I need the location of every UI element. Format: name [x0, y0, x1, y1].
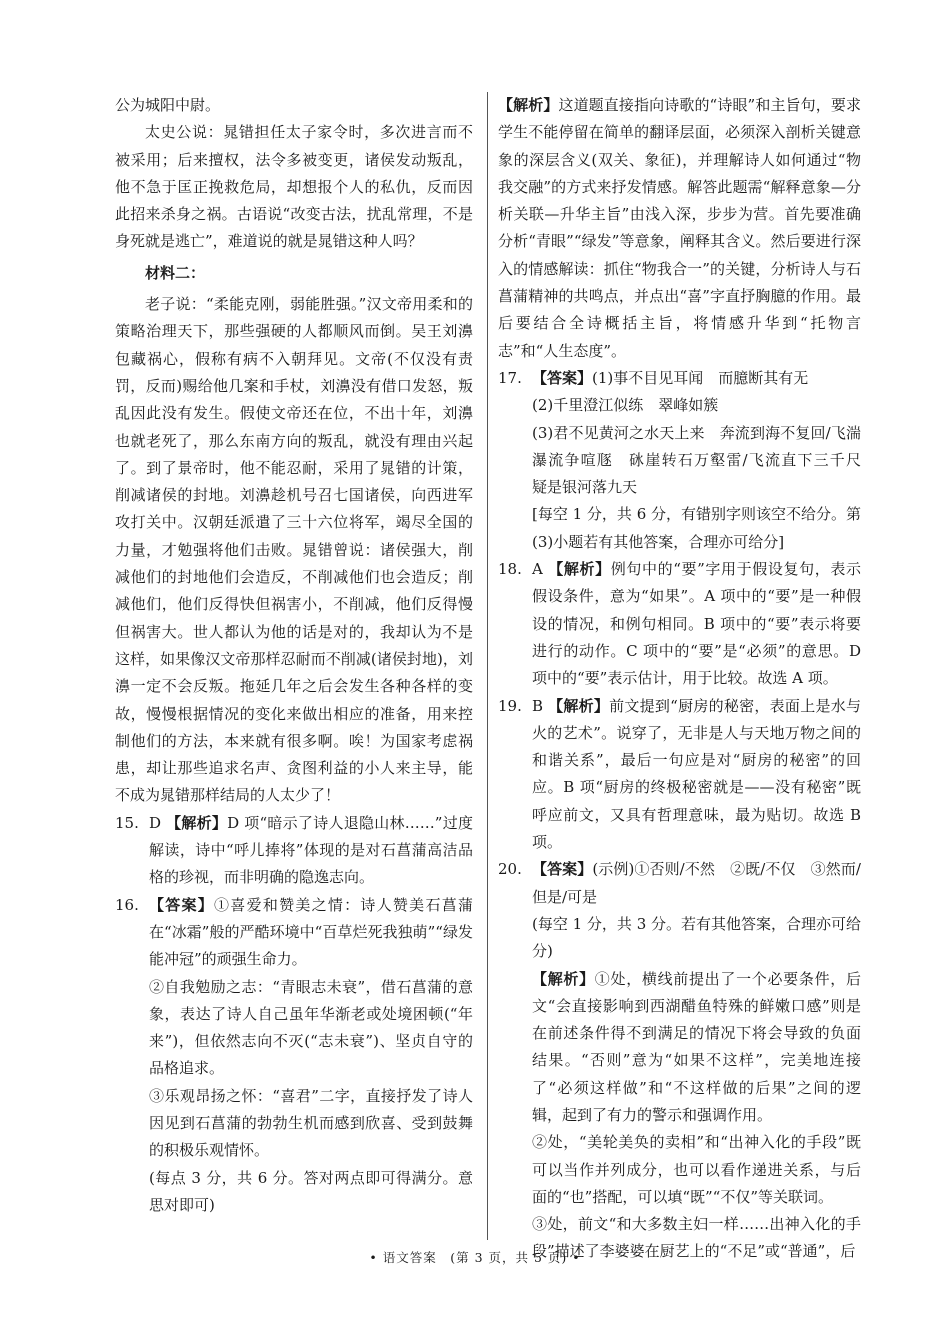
question-17	[498, 365, 861, 392]
analysis-point-2: ②处，“美轮美奂的卖相”和“出神入化的手段”既可以当作并列成分，也可以看作递进关系，与后面的“也”搭配，可以填“既”“不仅”等关联词。	[532, 1133, 861, 1206]
scoring-note: (每点 3 分，共 6 分。答对两点即可得满分。意思对即可)	[149, 1168, 473, 1214]
answer-letter: A	[532, 560, 543, 579]
analysis-tag: 【解析】	[548, 560, 611, 579]
scoring-note: [每空 1 分，共 6 分，有错别字则该空不给分。第(3)小题若有其他答案，合理亦可给分]	[532, 505, 862, 551]
question-16	[115, 892, 473, 974]
answer-letter: D	[149, 813, 162, 832]
analysis-text: D 项“暗示了诗人退隐山林……”过度解读，诗中“呼儿捧将”体现的是对石菖蒲高洁品格的珍视，而非明确的隐逸志向。	[149, 813, 473, 887]
analysis-point-1: ①处，横线前提出了一个必要条件，后文“会直接影响到西湖醋鱼特殊的鲜嫩口感”则是在前述条件得不到满足的情况下将会导致的负面结果。“否则”意为“如果不这样”，完美地连接了“必须这样做”和“不这样做的后果”之间的逻辑，起到了有力的警示和强调作用。	[532, 969, 861, 1124]
analysis-tag: 【解析】	[166, 813, 228, 832]
answer-line-2: (2)千里澄江似练 翠峰如簇	[532, 396, 719, 415]
question-18	[498, 556, 861, 692]
answer-tag: 【答案】	[149, 895, 215, 914]
question-number: 20.	[498, 860, 522, 879]
answer-tag: 【答案】	[532, 368, 593, 387]
page-footer: • 语文答案 (第 3 页，共 5 页) •	[369, 1250, 581, 1265]
material-two-heading: 材料二：	[145, 263, 206, 282]
answer-line-3: (3)君不见黄河之水天上来 奔流到海不复回/飞湍瀑流争喧豗 砯崖转石万壑雷/飞流直下三千尺 疑是银河落九天	[532, 423, 877, 497]
answer-text: (示例)①否则/不然 ②既/不仅 ③然而/但是/可是	[532, 860, 861, 906]
q16-analysis-text: 这道题直接指向诗歌的“诗眼”和主旨句，要求学生不能停留在简单的翻译层面，必须深入剖析关键意象的深层含义(双关、象征)，并理解诗人如何通过“物我交融”的方式来抒发情感。解答此题需“解释意象—分析关联—升华主旨”由浅入深，步步为营。首先要准确分析“青眼”“绿发”等意象，阐释其含义。然后要进行深入的情感解读：抓住“物我合一”的关键，分析诗人与石菖蒲精神的共鸣点，并点出“喜”字直抒胸臆的作用。最后要结合全诗概括主旨，将情感升华到“托物言志”和“人生态度”。	[498, 96, 861, 360]
question-number: 18.	[498, 560, 522, 579]
answer-point-3: ③乐观昂扬之怀：“喜君”二字，直接抒发了诗人因见到石菖蒲的勃勃生机而感到欣喜、受到鼓舞的积极乐观情怀。	[149, 1086, 473, 1160]
question-number: 16.	[115, 895, 139, 914]
question-number: 17.	[498, 368, 522, 387]
analysis-text: 前文提到“厨房的秘密，表面上是水与火的艺术”。说穿了，无非是人与天地万物之间的和谐关系”，最后一句应是对“厨房的秘密”的回应。B 项“厨房的终极秘密就是——没有秘密”既呼应前文，又具有哲理意味，最为贴切。故选 B 项。	[532, 696, 861, 852]
analysis-tag: 【解析】	[548, 696, 610, 715]
right-column	[498, 92, 877, 1266]
question-20	[498, 856, 861, 911]
answer-tag: 【答案】	[532, 860, 593, 879]
answer-line-1: (1)事不目见耳闻 而臆断其有无	[592, 368, 809, 387]
analysis-text: 例句中的“要”字用于假设复句，表示假设条件，意为“如果”。A 项中的“要”是一种假设的情况，和例句相同。B 项中的“要”表示将要进行的动作。C 项中的“要”是“必须”的意思。D 项中的“要”表示估计，用于比较。故选 A 项。	[532, 560, 861, 688]
question-19	[498, 693, 861, 857]
paragraph-continuation: 公为城阳中尉。	[115, 96, 221, 114]
question-number: 15.	[115, 813, 139, 832]
answer-point-2: ②自我勉励之志：“青眼志未衰”，借石菖蒲的意象，表达了诗人自己虽年华渐老或处境困顿(“年来”)，但依然志向不灭(“志未衰”)、坚贞自守的品格追求。	[149, 977, 473, 1078]
column-divider	[487, 92, 488, 1240]
analysis-tag: 【解析】	[498, 96, 559, 114]
question-15	[115, 810, 473, 892]
answer-letter: B	[532, 696, 544, 715]
paragraph-taishigong: 太史公说：晁错担任太子家令时，多次进言而不被采用；后来擅权，法令多被变更，诸侯发动叛乱，他不急于匡正挽救危局，却想报个人的私仇，反而因此招来杀身之祸。古语说“改变古法，扰乱常理，不是身死就是逃亡”，难道说的就是晁错这种人吗？	[115, 123, 473, 251]
material-two-text: 老子说：“柔能克刚，弱能胜强。”汉文帝用柔和的策略治理天下，那些强硬的人都顺风而倒。吴王刘濞包藏祸心，假称有病不入朝拜见。文帝(不仅没有责罚，反而)赐给他几案和手杖，刘濞没有借口发怒，叛乱因此没有发生。假使文帝还在位，不出十年，刘濞也就老死了，那么东南方向的叛乱，就没有理由兴起了。到了景帝时，他不能忍耐，采用了晁错的计策，削减诸侯的封地。刘濞趁机号召七国诸侯，向西进军攻打关中。汉朝廷派遣了三十六位将军，竭尽全国的力量，才勉强将他们击败。晁错曾说：诸侯强大，削减他们的封地他们会造反，不削减他们也会造反；削减他们，他们反得快但祸害小，不削减，他们反得慢但祸害大。世人都认为他的话是对的，我却认为不是这样，如果像汉文帝那样忍耐而不削减(诸侯封地)，刘濞一定不会反叛。拖延几年之后会发生各种各样的变故，慢慢根据情况的变化来做出相应的准备，用来控制他们的方法，本来就有很多啊。唉！为国家考虑祸患，却让那些追求名声、贪图利益的小人来主导，能不成为晁错那样结局的人太少了！	[115, 295, 473, 805]
scoring-note: (每空 1 分，共 3 分。若有其他答案，合理亦可给分)	[532, 914, 862, 961]
question-number: 19.	[498, 696, 522, 715]
analysis-tag: 【解析】	[532, 969, 595, 988]
left-column	[115, 92, 473, 1219]
answer-point-1: ①喜爱和赞美之情：诗人赞美石菖蒲在“冰霜”般的严酷环境中“百草烂死我独萌”“绿发能冲冠”的顽强生命力。	[149, 895, 473, 969]
analysis-point-3: ③处，前文“和大多数主妇一样……出神入化的手段”描述了李婆婆在厨艺上的“不足”或“普通”，后	[532, 1215, 861, 1261]
